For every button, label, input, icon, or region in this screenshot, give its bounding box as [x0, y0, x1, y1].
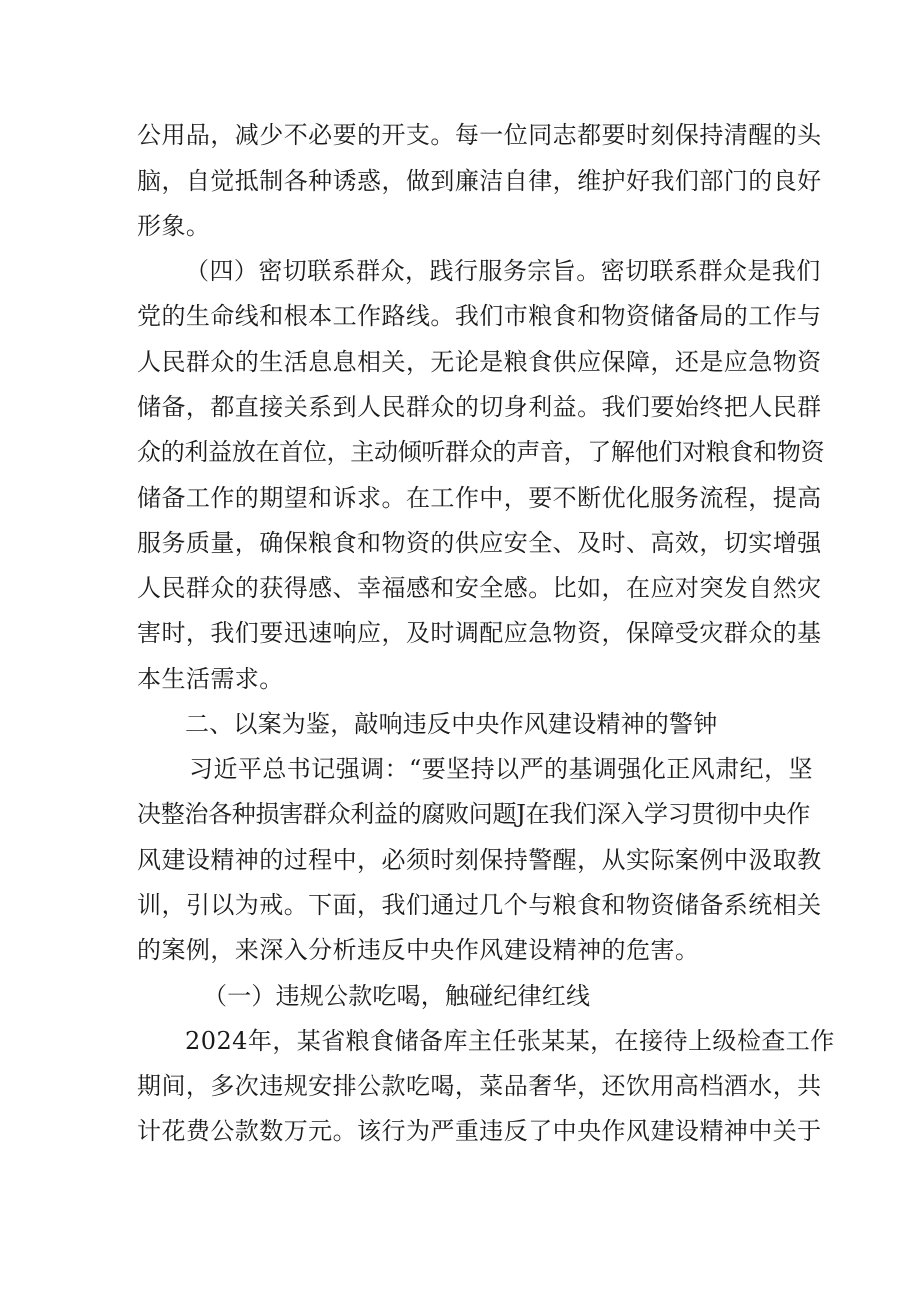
text-line: 众的利益放在首位，主动倾听群众的声音，了解他们对粮食和物资	[137, 438, 825, 466]
text-line: 计花费公款数万元。该行为严重违反了中央作风建设精神中关于	[137, 1117, 822, 1145]
text-line: 服务质量，确保粮食和物资的供应安全、及时、高效，切实增强	[137, 529, 822, 557]
text-line: 本生活需求。	[137, 665, 284, 693]
text-line: 害时，我们要迅速响应，及时调配应急物资，保障受灾群众的基	[137, 619, 822, 647]
text-line: 训，引以为戒。下面，我们通过几个与粮食和物资储备系统相关	[137, 891, 822, 919]
text-line: 储备工作的期望和诉求。在工作中，要不断优化服务流程，提高	[137, 484, 822, 512]
text-line: 人民群众的生活息息相关，无论是粮食供应保障，还是应急物资	[137, 348, 822, 376]
text-line: 储备，都直接关系到人民群众的切身利益。我们要始终把人民群	[137, 393, 822, 421]
section-heading-4: （四）密切联系群众，践行服务宗旨。密切联系群众是我们	[185, 257, 821, 285]
quote-line: 习近平总书记强调：“要坚持以严的基调强化正风肃纪，坚	[189, 755, 813, 783]
text-line: 风建设精神的过程中，必须时刻保持警醒，从实际案例中汲取教	[137, 846, 822, 874]
text-line: 决整治各种损害群众利益的腐败问题J在我们深入学习贯彻中央作	[137, 800, 810, 828]
text-line: 2024年，某省粮食储备库主任张某某，在接待上级检查工作	[185, 1027, 835, 1055]
text-line: 人民群众的获得感、幸福感和安全感。比如，在应对突发自然灾	[137, 574, 822, 602]
section-heading-1: （一）违规公款吃喝，触碰纪律红线	[203, 982, 591, 1010]
chapter-heading: 二、以案为鉴，敲响违反中央作风建设精神的警钟	[185, 710, 718, 738]
text-line: 脑，自觉抵制各种诱惑，做到廉洁自律，维护好我们部门的良好	[137, 167, 822, 195]
text-line: 形象。	[137, 212, 211, 240]
text-line: 公用品，减少不必要的开支。每一位同志都要时刻保持清醒的头	[137, 121, 822, 149]
text-line: 期间，多次违规安排公款吃喝，菜品奢华，还饮用高档酒水，共	[137, 1072, 822, 1100]
text-line: 党的生命线和根本工作路线。我们市粮食和物资储备局的工作与	[137, 302, 822, 330]
text-line: 的案例，来深入分析违反中央作风建设精神的危害。	[137, 936, 700, 964]
